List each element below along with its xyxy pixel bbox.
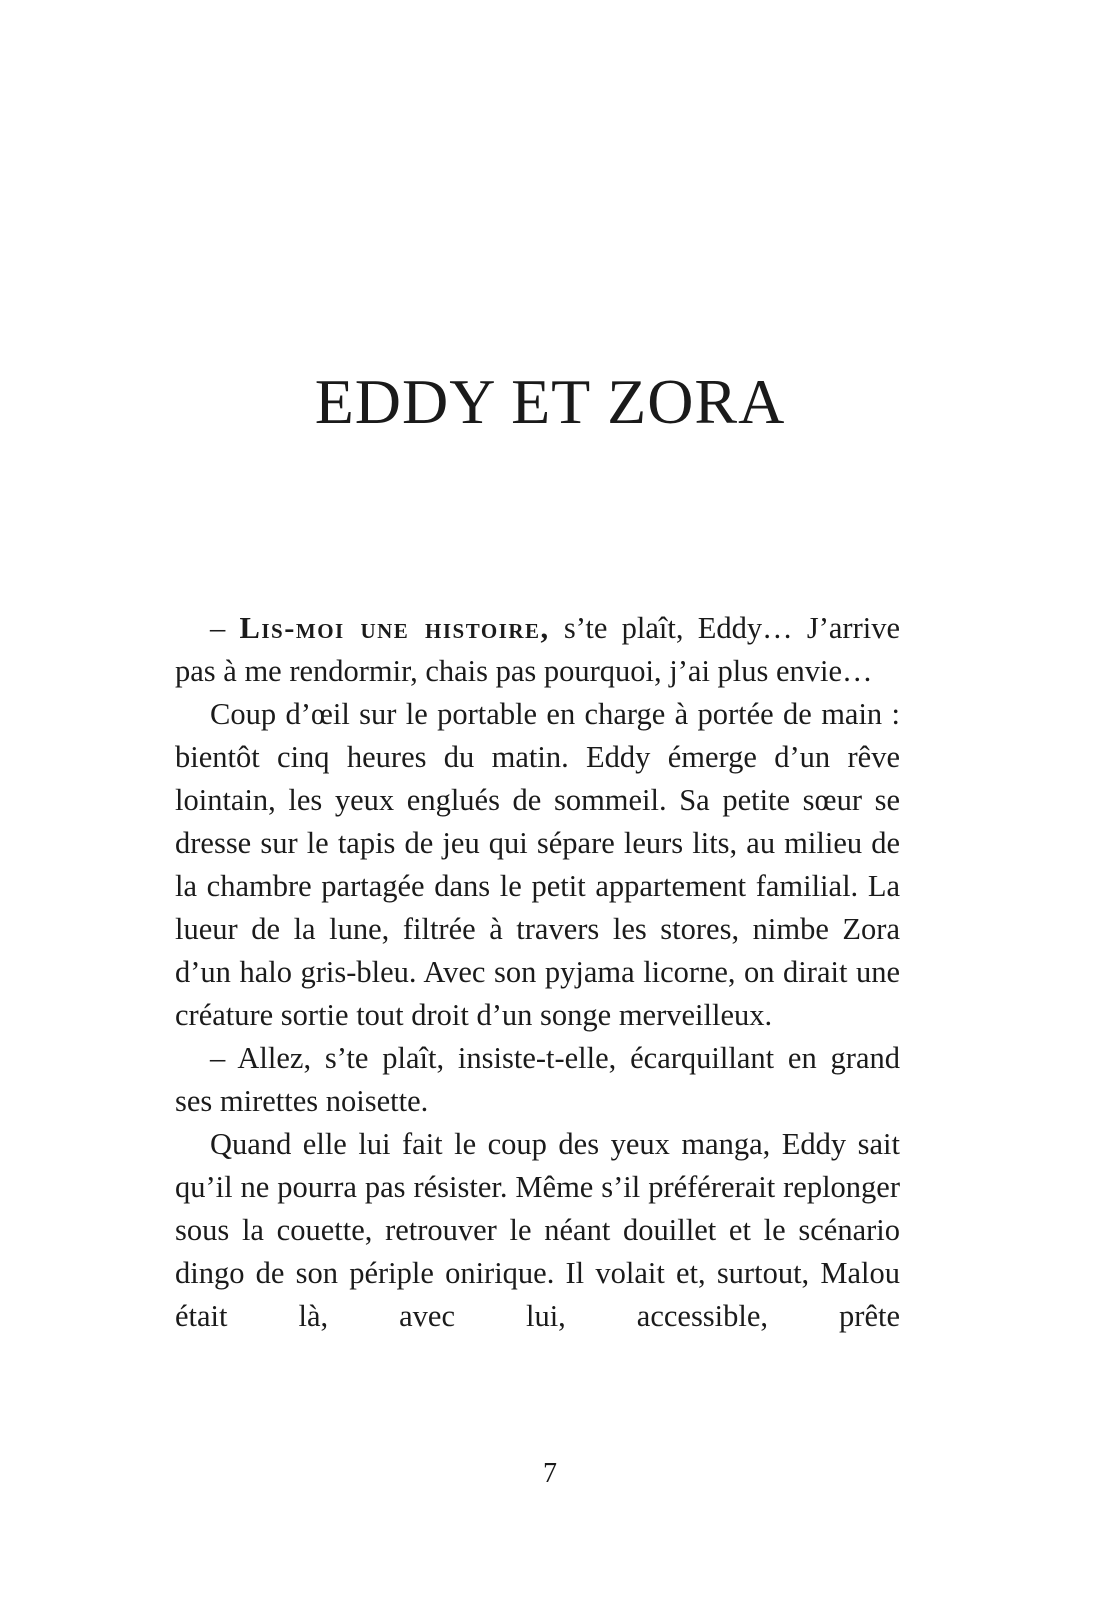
chapter-title: EDDY ET ZORA [314,366,786,437]
paragraph-4 [175,1123,900,1338]
paragraph-text: s’te plaît, Eddy… J’arrive pas à me rendormir, chais pas pourquoi, j’ai plus envie… [175,611,901,688]
paragraph-1 [175,607,900,693]
lead-in-small-caps: Lis-moi une histoire, [239,611,550,645]
paragraph-text: Coup d’œil sur le portable en charge à portée de main : bientôt cinq heures du matin. Eddy émerge d’un rêve lointain, les yeux englués de sommeil. Sa petite sœur se dresse sur le tapis de jeu qui sépare leurs lits, au milieu de la chambre partagée dans le petit appartement familial. La lueur de la lune, filtrée à travers les stores, nimbe Zora d’un halo gris-bleu. Avec son pyjama licorne, on dirait une créature sortie tout droit d’un songe merveilleux. [175,697,900,1032]
paragraph-text: Allez, s’te plaît, insiste-t-elle, écarquillant en grand ses mirettes noisette. [175,1041,900,1118]
body-text [175,607,900,1338]
dialogue-dash: – [210,1041,238,1075]
paragraph-2 [175,693,900,1037]
paragraph-3 [175,1037,900,1123]
dialogue-dash: – [210,611,240,645]
page-number: 7 [543,1458,557,1489]
paragraph-text: Quand elle lui fait le coup des yeux manga, Eddy sait qu’il ne pourra pas résister. Même s’il préférerait replonger sous la couette, retrouver le néant douillet et le scénario dingo de son périple onirique. Il volait et, surtout, Malou était là, avec lui, accessible, prête [175,1127,900,1333]
